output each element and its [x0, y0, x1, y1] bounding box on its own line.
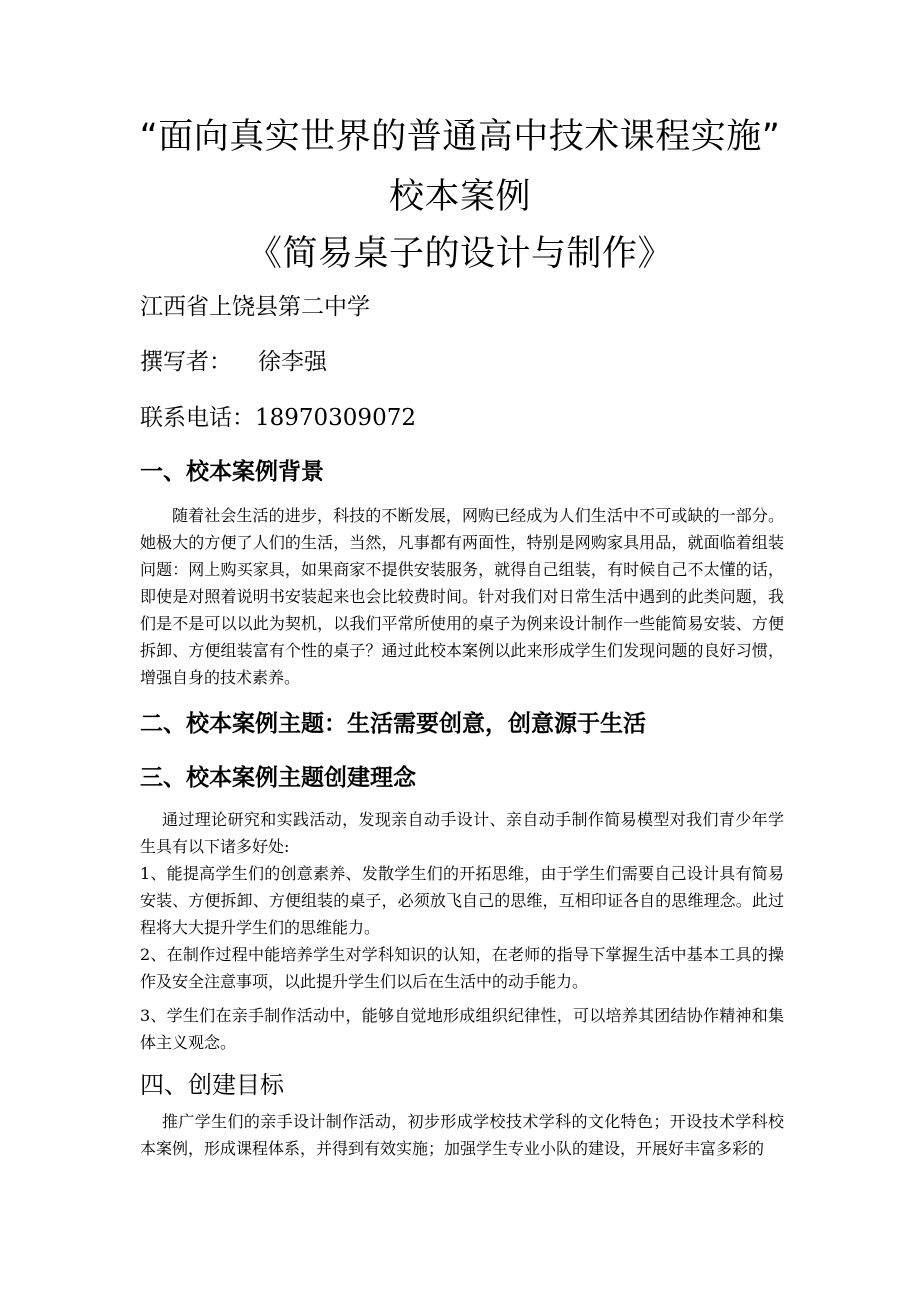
phone-label: 联系电话：	[140, 405, 255, 431]
goals-paragraph: 推广学生们的亲手设计制作活动，初步形成学校技术学科的文化特色；开设技术学科校本案例，形成课程体系，并得到有效实施；加强学生专业小队的建设，开展好丰富多彩的	[140, 1112, 784, 1158]
section-heading-theme: 二、校本案例主题：生活需要创意，创意源于生活	[140, 711, 646, 737]
concept-intro-paragraph: 通过理论研究和实践活动，发现亲自动手设计、亲自动手制作简易模型对我们青少年学生具有以下诸多好处:	[140, 810, 784, 856]
document-title-line-1: “面向真实世界的普通高中技术课程实施”	[139, 117, 781, 157]
concept-list-item: 3、学生们在亲手制作活动中，能够自觉地形成组织纪律性，可以培养其团结协作精神和集体主义观念。	[140, 1006, 784, 1052]
document-title-line-3: 《简易桌子的设计与制作》	[246, 234, 673, 274]
school-name: 江西省上饶县第二中学	[140, 294, 370, 320]
author-name: 徐李强	[258, 349, 327, 375]
concept-list-item: 2、在制作过程中能培养学生对学科知识的认知，在老师的指导下掌握生活中基本工具的操作及安全注意事项，以此提升学生们以后在生活中的动手能力。	[140, 945, 784, 991]
concept-list-item: 1、能提高学生们的创意素养、发散学生们的开拓思维，由于学生们需要自己设计具有简易安装、方便拆卸、方便组装的桌子，必须放飞自己的思维，互相印证各自的思维理念。此过程将大大提升学生们的思维能力。	[140, 864, 784, 937]
background-paragraph: 随着社会生活的进步，科技的不断发展，网购已经成为人们生活中不可或缺的一部分。她极大的方便了人们的生活，当然，凡事都有两面性，特别是网购家具用品，就面临着组装问题：网上购买家具，如果商家不提供安装服务，就得自己组装，有时候自己不太懂的话，即使是对照着说明书安装起来也会比较费时间。针对我们对日常生活中遇到的此类问题，我们是不是可以以此为契机，以我们平常所使用的桌子为例来设计制作一些能简易安装、方便拆卸、方便组装富有个性的桌子？通过此校本案例以此来形成学生们发现问题的良好习惯，增强自身的技术素养。	[140, 506, 784, 687]
phone-line	[140, 403, 416, 433]
section-heading-goals: 四、创建目标	[140, 1071, 284, 1099]
section-heading-concept: 三、校本案例主题创建理念	[140, 765, 416, 791]
section-heading-background: 一、校本案例背景	[140, 459, 324, 485]
author-line	[140, 347, 327, 377]
document-title-line-2: 校本案例	[388, 177, 531, 217]
phone-number: 18970309072	[255, 405, 416, 431]
author-label: 撰写者：	[140, 349, 232, 375]
